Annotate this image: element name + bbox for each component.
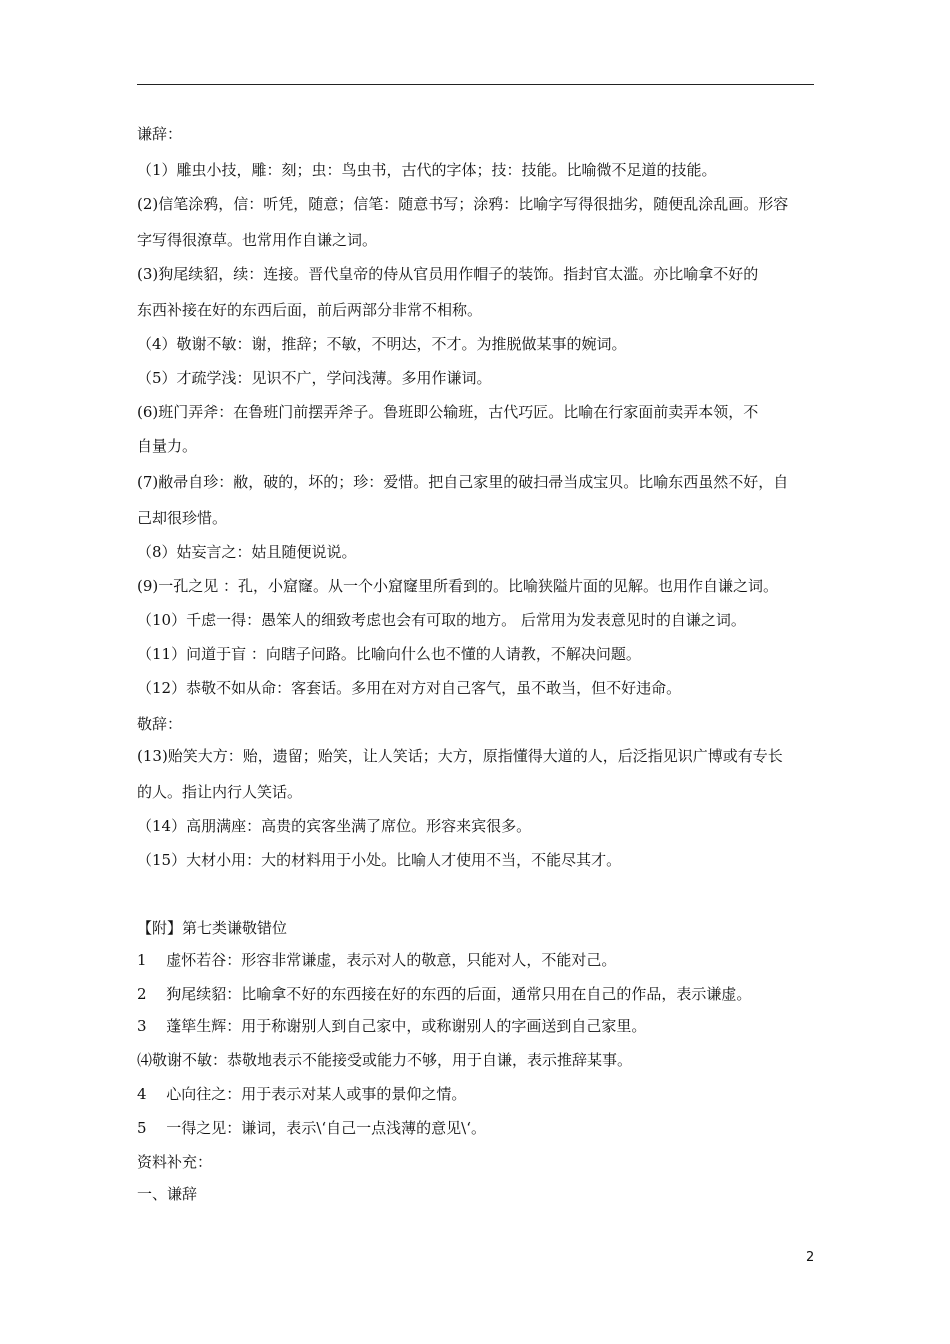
list-item: 2 狗尾续貂：比喻拿不好的东西接在好的东西的后面，通常只用在自己的作品，表示谦虚。 (137, 985, 752, 1003)
list-item: 字写得很潦草。也常用作自谦之词。 (137, 231, 378, 249)
list-item: 1 虚怀若谷：形容非常谦虚，表示对人的敬意，只能对人，不能对己。 (137, 951, 617, 969)
list-item: （14）高朋满座：高贵的宾客坐满了席位。形容来宾很多。 (137, 817, 532, 835)
list-item: （5）才疏学浅：见识不广，学问浅薄。多用作谦词。 (137, 369, 492, 387)
list-item: (9)一孔之见 ：孔，小窟窿。从一个小窟窿里所看到的。比喻狭隘片面的见解。也用作自谦之词。 (137, 577, 779, 595)
header-rule (137, 84, 814, 85)
appendix-title: 【附】第七类谦敬错位 (137, 919, 288, 937)
list-item: （11）问道于盲 ：向瞎子问路。比喻向什么也不懂的人请教，不解决问题。 (137, 645, 641, 663)
list-item: （4）敬谢不敏：谢，推辞；不敏，不明达，不才。为推脱做某事的婉词。 (137, 335, 627, 353)
list-item: (3)狗尾续貂，续：连接。晋代皇帝的侍从官员用作帽子的装饰。指封官太滥。亦比喻拿不好的 (137, 265, 759, 283)
list-item: 的人。指让内行人笑话。 (137, 783, 303, 801)
list-item: (13)贻笑大方：贻，遗留；贻笑，让人笑话；大方，原指懂得大道的人，后泛指见识广博或有专长 (137, 747, 783, 765)
supplement-subheading: 一、谦辞 (137, 1185, 198, 1203)
list-item: 3 蓬筚生辉：用于称谢别人到自己家中，或称谢别人的字画送到自己家里。 (137, 1017, 647, 1035)
list-item: 东西补接在好的东西后面，前后两部分非常不相称。 (137, 301, 483, 319)
list-item: 自量力。 (137, 437, 198, 455)
section-heading-jingci: 敬辞： (137, 715, 183, 733)
list-item: (7)敝帚自珍：敝，破的，坏的；珍：爱惜。把自己家里的破扫帚当成宝贝。比喻东西虽然不好，自 (137, 473, 789, 491)
list-item: 己却很珍惜。 (137, 509, 228, 527)
list-item: （15）大材小用：大的材料用于小处。比喻人才使用不当，不能尽其才。 (137, 851, 622, 869)
supplement-title: 资料补充： (137, 1153, 213, 1171)
list-item: （1）雕虫小技，雕：刻；虫：鸟虫书，古代的字体；技：技能。比喻微不足道的技能。 (137, 161, 717, 179)
list-item: （12）恭敬不如从命：客套话。多用在对方对自己客气，虽不敢当，但不好违命。 (137, 679, 682, 697)
list-item: (6)班门弄斧：在鲁班门前摆弄斧子。鲁班即公输班，古代巧匠。比喻在行家面前卖弄本领，不 (137, 403, 759, 421)
list-item: ⑷敬谢不敏：恭敬地表示不能接受或能力不够，用于自谦，表示推辞某事。 (137, 1051, 633, 1069)
list-item: 5 一得之见：谦词，表示\‘自己一点浅薄的意见\‘。 (137, 1119, 486, 1137)
page-number: 2 (806, 1250, 815, 1265)
list-item: 4 心向往之：用于表示对某人或事的景仰之情。 (137, 1085, 467, 1103)
list-item: (2)信笔涂鸦，信：听凭，随意；信笔：随意书写；涂鸦：比喻字写得很拙劣，随便乱涂乱画。形容 (137, 195, 789, 213)
list-item: （10）千虑一得：愚笨人的细致考虑也会有可取的地方。 后常用为发表意见时的自谦之词。 (137, 611, 746, 629)
list-item: （8）姑妄言之：姑且随便说说。 (137, 543, 357, 561)
section-heading-qianci: 谦辞： (137, 125, 183, 143)
